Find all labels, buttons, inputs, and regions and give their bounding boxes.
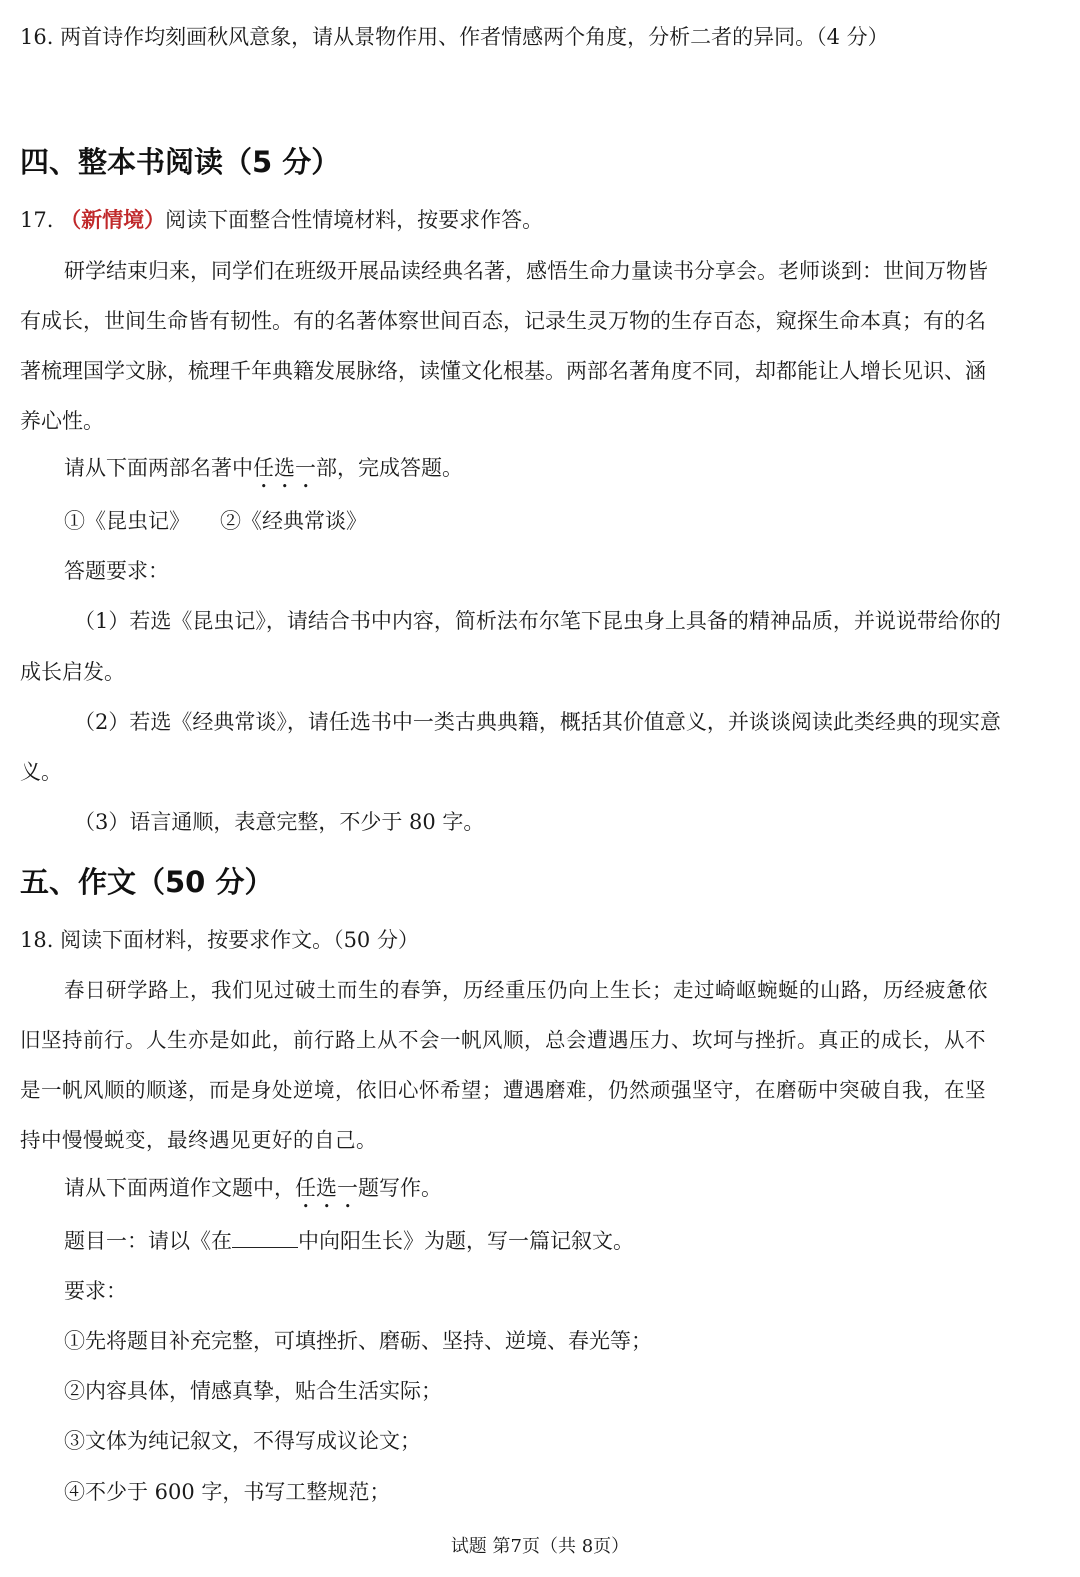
question-17-prompt [20,205,543,235]
answer-requirements-label: 答题要求： [64,559,169,583]
book-options [64,506,367,536]
essay-requirement: ①先将题目补充完整，可填挫折、磨砺、坚持、逆境、春光等； [64,1329,652,1353]
question-16: 16. 两首诗作均刻画秋风意象，请从景物作用、作者情感两个角度，分析二者的异同。（4 分） [20,25,889,49]
requirement-2-cont: 义。 [20,760,62,784]
essay-material-line: 春日研学路上，我们见过破土而生的春笋，历经重压仍向上生长；走过崎岖蜿蜒的山路，历经疲惫依 [64,978,988,1002]
requirement-2: （2）若选《经典常谈》，请任选书中一类古典典籍，概括其价值意义，并谈谈阅读此类经典的现实意 [74,710,1001,734]
new-context-tag: （新情境） [60,207,166,232]
essay-select-instruction: 请从下面两道作文题中，任选一题写作。 [64,1176,442,1200]
book-option-1: ①《昆虫记》 [64,509,190,533]
material-line: 有成长，世间生命皆有韧性。有的名著体察世间百态，记录生灵万物的生存百态，窥探生命本真；有的名 [20,309,986,333]
essay-material-line: 是一帆风顺的顺遂，而是身处逆境，依旧心怀希望；遭遇磨难，仍然顽强坚守，在磨砺中突破自我，在坚 [20,1078,986,1102]
material-line: 著梳理国学文脉，梳理千年典籍发展脉络，读懂文化根基。两部名著角度不同，却都能让人增长见识、涵 [20,359,986,383]
material-line: 研学结束归来，同学们在班级开展品读经典名著，感悟生命力量读书分享会。老师谈到：世间万物皆 [64,259,988,283]
emphasized-text: 任选一 [253,456,316,480]
question-number: 17. [20,208,54,232]
page-footer: 试题 第7页（共 8页） [450,1536,630,1557]
emphasized-text: 任选一 [295,1176,358,1200]
essay-requirements-label: 要求： [64,1279,127,1303]
question-18-prompt: 18. 阅读下面材料，按要求作文。（50 分） [20,928,419,952]
essay-requirement: ③文体为纯记叙文，不得写成议论文； [64,1429,421,1453]
section-4-heading: 四、整本书阅读（5 分） [20,145,341,179]
requirement-3: （3）语言通顺，表意完整，不少于 80 字。 [74,810,485,834]
essay-material-line: 持中慢慢蜕变，最终遇见更好的自己。 [20,1128,377,1152]
section-5-heading: 五、作文（50 分） [20,865,274,899]
fill-in-blank [232,1227,298,1248]
essay-requirement: ②内容具体，情感真挚，贴合生活实际； [64,1379,442,1403]
material-line: 养心性。 [20,409,104,433]
essay-requirement: ④不少于 600 字，书写工整规范； [64,1480,391,1504]
essay-topic-one: 题目一：请以《在 中向阳生长》为题，写一篇记叙文。 [64,1229,634,1253]
requirement-1-cont: 成长启发。 [20,660,125,684]
book-option-2: ②《经典常谈》 [220,509,367,533]
select-instruction: 请从下面两部名著中任选一部，完成答题。 [64,456,463,480]
essay-material-line: 旧坚持前行。人生亦是如此，前行路上从不会一帆风顺，总会遭遇压力、坎坷与挫折。真正的成长，从不 [20,1028,986,1052]
requirement-1: （1）若选《昆虫记》，请结合书中内容，简析法布尔笔下昆虫身上具备的精神品质，并说说带给你的 [74,609,1001,633]
question-17-text: 阅读下面整合性情境材料，按要求作答。 [165,208,544,232]
